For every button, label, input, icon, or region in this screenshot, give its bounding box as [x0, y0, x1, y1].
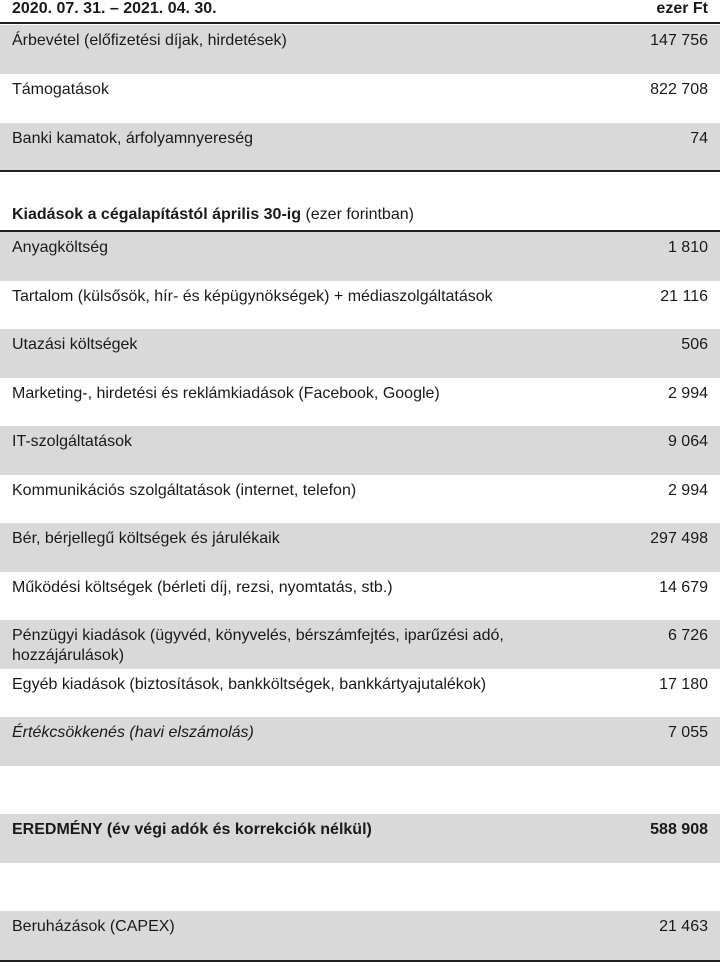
- table-row: [0, 25, 720, 74]
- row-value: 2 994: [667, 385, 708, 402]
- row-label: Anyagköltség: [12, 239, 109, 256]
- divider: [0, 960, 720, 962]
- row-label: Bér, bérjellegű költségek és járulékaik: [12, 530, 280, 547]
- row-label: Banki kamatok, árfolyamnyereség: [12, 130, 253, 147]
- result-row: [0, 814, 720, 863]
- row-value: 6 726: [667, 627, 708, 644]
- row-value: 297 498: [650, 530, 708, 547]
- capex-value: 21 463: [659, 918, 708, 935]
- empty-row: [0, 863, 720, 911]
- row-value: 74: [690, 130, 708, 147]
- row-label: IT-szolgáltatások: [12, 433, 133, 450]
- row-value: 17 180: [659, 676, 708, 693]
- capex-row: [0, 911, 720, 960]
- result-value: 588 908: [650, 821, 708, 838]
- table-row: [0, 74, 720, 123]
- divider: [0, 170, 720, 172]
- table-row: [0, 232, 720, 281]
- table-row: [0, 123, 720, 170]
- table-row: [0, 281, 720, 329]
- row-label: Kommunikációs szolgáltatások (internet, telefon): [12, 482, 357, 499]
- row-label: Pénzügyi kiadások (ügyvéd, könyvelés, bérszámfejtés, iparűzési adó, hozzájárulások): [12, 627, 504, 664]
- row-value: 1 810: [667, 239, 708, 256]
- row-value: 822 708: [650, 81, 708, 98]
- row-label: Működési költségek (bérleti díj, rezsi, nyomtatás, stb.): [12, 579, 393, 596]
- capex-label: Beruházások (CAPEX): [12, 918, 175, 935]
- table-row: [0, 572, 720, 620]
- period-label: 2020. 07. 31. – 2021. 04. 30.: [12, 0, 217, 17]
- table-row: [0, 329, 720, 378]
- row-label: Értékcsökkenés (havi elszámolás): [12, 724, 254, 741]
- table-row: [0, 620, 720, 669]
- result-label: EREDMÉNY (év végi adók és korrekciók nélkül): [12, 821, 372, 838]
- row-value: 7 055: [667, 724, 708, 741]
- row-label: Marketing-, hirdetési és reklámkiadások (Facebook, Google): [12, 385, 440, 402]
- table-row: [0, 378, 720, 426]
- section-title: [12, 205, 414, 225]
- row-value: 21 116: [660, 288, 708, 305]
- unit-label: ezer Ft: [656, 0, 708, 17]
- row-value: 506: [681, 336, 708, 353]
- row-label: Egyéb kiadások (biztosítások, bankköltségek, bankkártyajutalékok): [12, 676, 487, 693]
- row-label: Utazási költségek: [12, 336, 138, 353]
- empty-row: [0, 766, 720, 814]
- table-row: [0, 717, 720, 766]
- section-title-bold: Kiadások a cégalapítástól április 30-ig: [12, 206, 301, 223]
- table-header: [0, 0, 720, 24]
- row-value: 14 679: [659, 579, 708, 596]
- table-row: [0, 523, 720, 572]
- row-label: Árbevétel (előfizetési díjak, hirdetések): [12, 32, 287, 49]
- row-label: Tartalom (külsősök, hír- és képügynökségek) + médiaszolgáltatások: [12, 288, 493, 305]
- table-row: [0, 475, 720, 523]
- row-label: Támogatások: [12, 81, 109, 98]
- row-value: 2 994: [667, 482, 708, 499]
- table-row: [0, 426, 720, 475]
- section-title-rest: (ezer forintban): [301, 206, 414, 223]
- table-row: [0, 669, 720, 717]
- row-value: 147 756: [650, 32, 708, 49]
- row-value: 9 064: [667, 433, 708, 450]
